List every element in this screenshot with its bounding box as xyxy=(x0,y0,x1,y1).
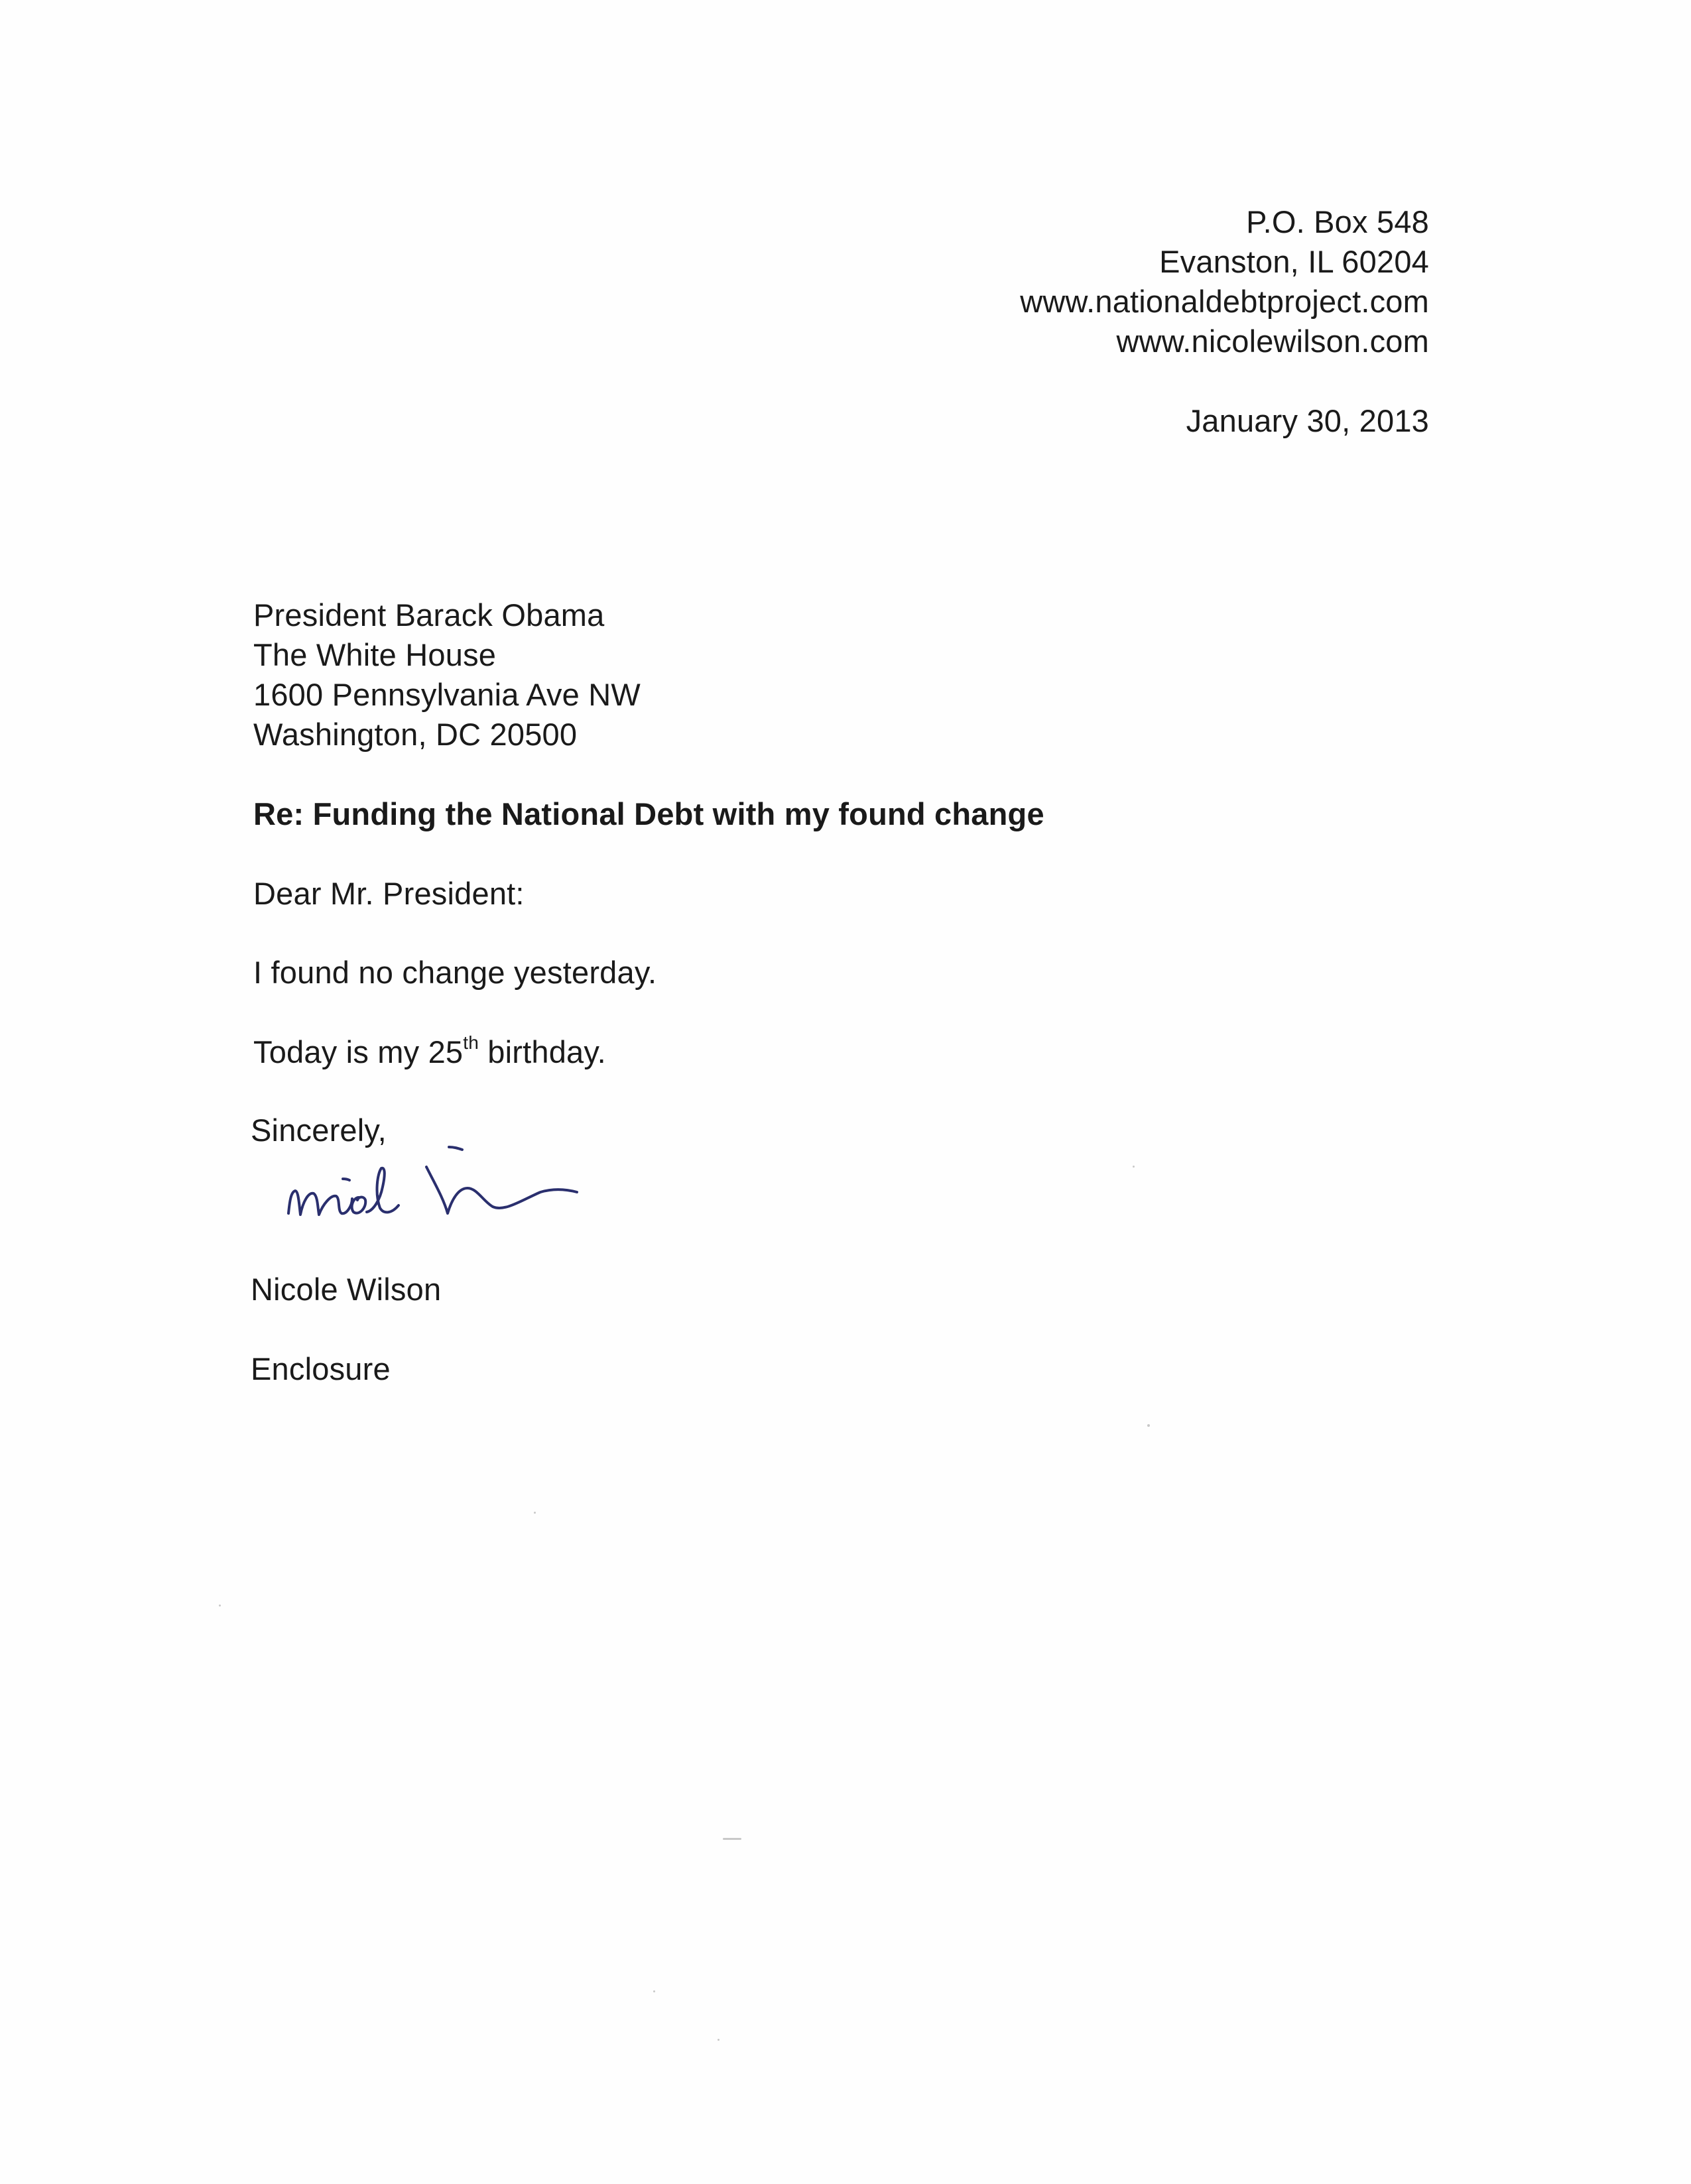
closing: Sincerely, xyxy=(251,1113,387,1148)
body-paragraph-2 xyxy=(253,1032,606,1072)
body-paragraph-1: I found no change yesterday. xyxy=(253,955,657,990)
paragraph-2-text-before: Today is my 25 xyxy=(253,1034,464,1069)
letter-date: January 30, 2013 xyxy=(1186,403,1429,438)
subject-line: Re: Funding the National Debt with my found change xyxy=(253,796,1044,831)
scan-speck xyxy=(653,1990,655,1992)
address-line-website-personal: www.nicolewilson.com xyxy=(1116,324,1429,359)
signer-name: Nicole Wilson xyxy=(251,1272,442,1307)
scan-speck xyxy=(1147,1424,1150,1427)
return-address xyxy=(1020,202,1429,361)
paragraph-2-text-after: birthday. xyxy=(479,1034,606,1069)
recipient-line-name: President Barack Obama xyxy=(253,597,605,633)
scan-speck xyxy=(219,1605,221,1607)
address-line-po-box: P.O. Box 548 xyxy=(1246,204,1429,239)
address-line-website-project: www.nationaldebtproject.com xyxy=(1020,284,1429,319)
recipient-line-city: Washington, DC 20500 xyxy=(253,717,578,752)
address-line-city: Evanston, IL 60204 xyxy=(1159,244,1429,279)
recipient-line-org: The White House xyxy=(253,637,497,672)
scan-speck xyxy=(1133,1166,1135,1168)
scan-speck xyxy=(534,1512,536,1514)
scan-speck xyxy=(723,1838,741,1840)
enclosure-note: Enclosure xyxy=(251,1351,391,1386)
recipient-line-street: 1600 Pennsylvania Ave NW xyxy=(253,677,641,712)
salutation: Dear Mr. President: xyxy=(253,876,525,911)
recipient-address xyxy=(253,595,641,755)
paragraph-2-superscript: th xyxy=(463,1032,479,1054)
scan-speck xyxy=(718,2039,720,2041)
handwritten-signature xyxy=(275,1114,686,1253)
